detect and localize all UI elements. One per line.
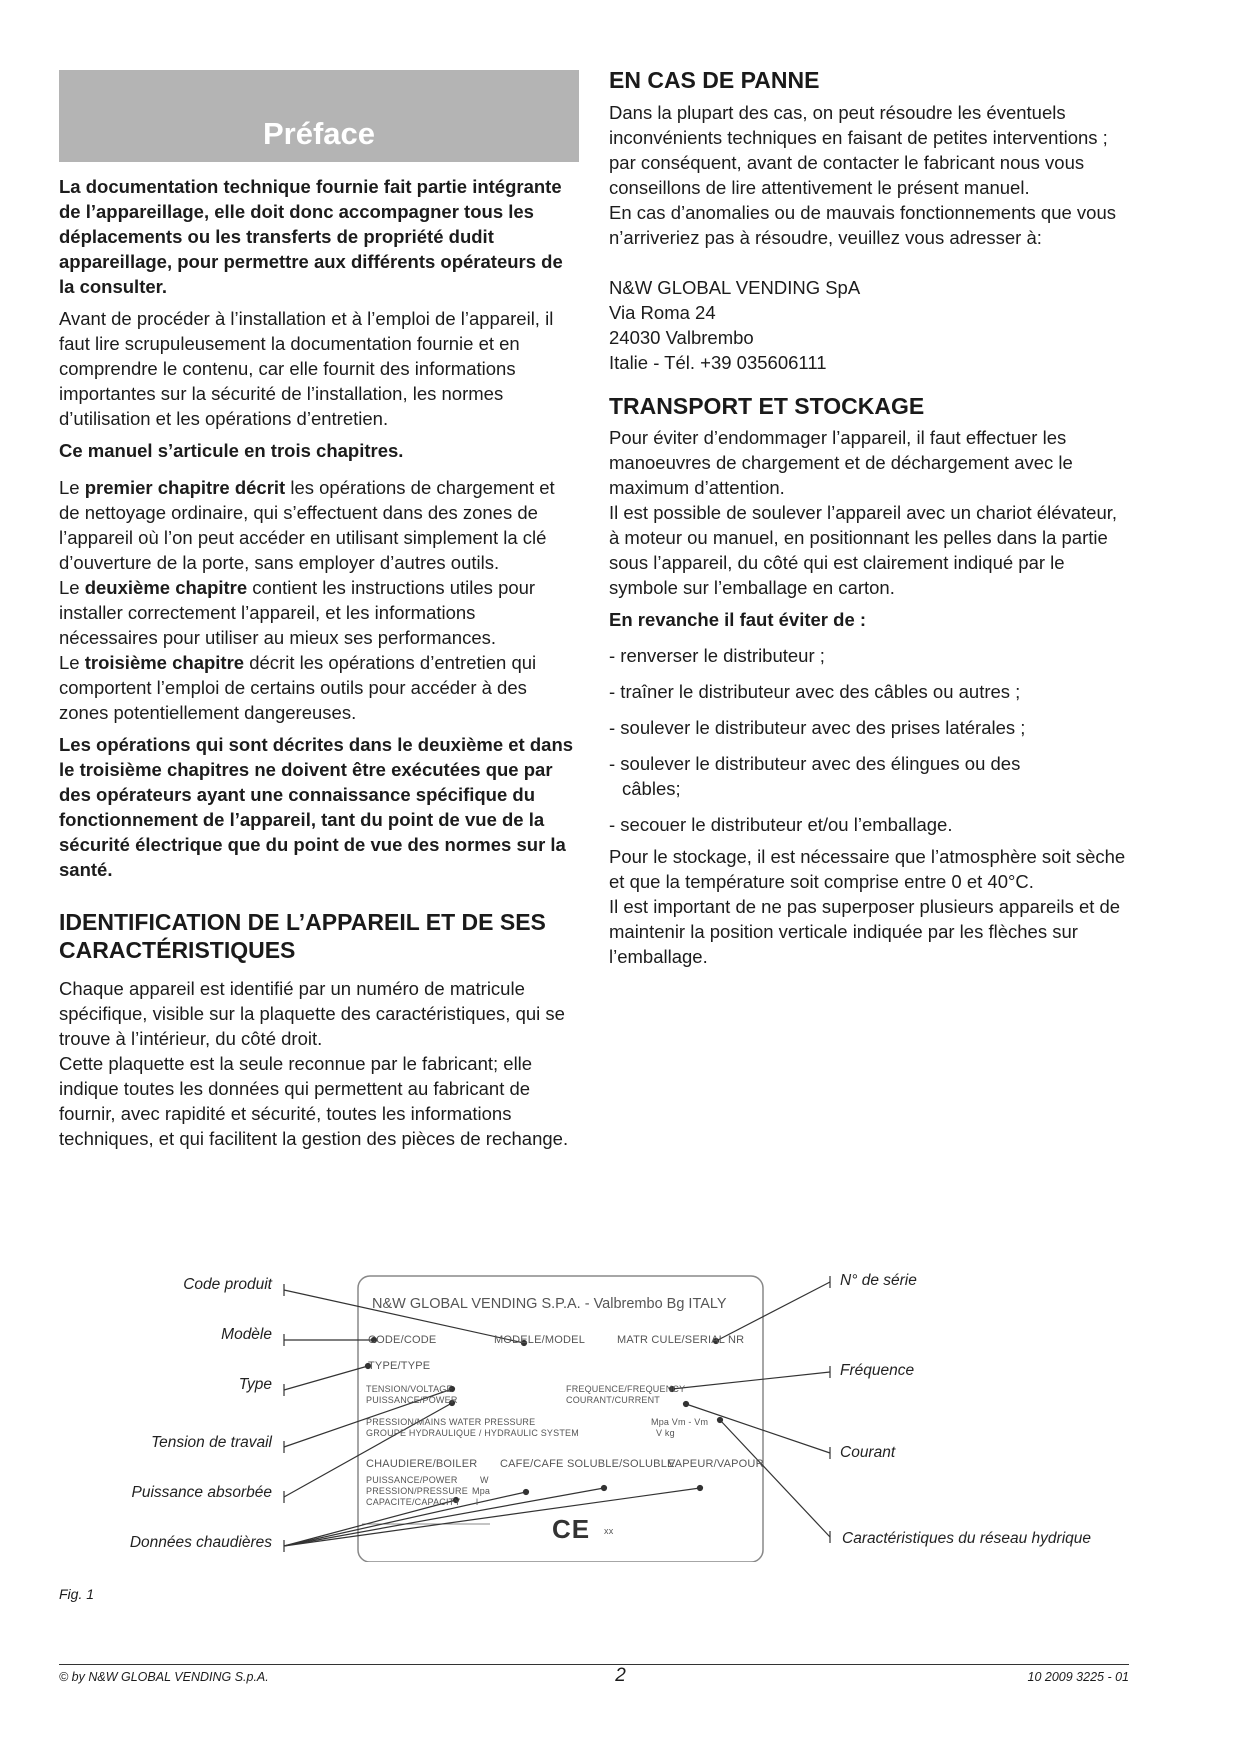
page-number: 2 bbox=[615, 1665, 626, 1686]
leader-dot bbox=[684, 1402, 689, 1407]
plate-boiler-capacity: CAPACITE/CAPACITY bbox=[366, 1497, 461, 1507]
label-type: Type bbox=[238, 1376, 272, 1393]
label-puissance: Puissance absorbée bbox=[131, 1484, 272, 1501]
left-column bbox=[59, 70, 579, 1151]
chapter-two-prefix: Le bbox=[59, 577, 85, 598]
leader-reseau bbox=[720, 1420, 830, 1537]
address-company: N&W GLOBAL VENDING SpA bbox=[609, 277, 861, 298]
chapter-one-paragraph bbox=[59, 475, 579, 575]
chapter-two-title: deuxième chapitre bbox=[84, 577, 248, 598]
plate-model: MODELE/MODEL bbox=[494, 1334, 586, 1346]
chapter-one-text: les opérations de chargement et de nettoyage ordinaire, qui s’effectuent dans des zones de l’appareil où l’on peut accéder en utilisant simplement la clé d’ouverture de la porte, sans employer d’autres outils. bbox=[59, 477, 555, 573]
warning-paragraph: Les opérations qui sont décrites dans le deuxième et dans le troisième chapitres ne doivent être exécutées que par des opérateurs ayant une connaissance spécifique du fonctionnement de l’appareil, tant du point de vue de la sécurité électrique que du point de vue des normes sur la santé. bbox=[59, 734, 574, 880]
plate-unit-w: W bbox=[480, 1475, 489, 1485]
chapter-three-prefix: Le bbox=[59, 652, 85, 673]
chapter-two-text: contient les instructions utiles pour installer correctement l’appareil, et les informations nécessaires pour utiliser au mieux ses performances. bbox=[59, 577, 536, 648]
leader-dot bbox=[524, 1490, 529, 1495]
avoid-list bbox=[609, 643, 1129, 837]
chapter-two-paragraph bbox=[59, 575, 579, 650]
plate-current: COURANT/CURRENT bbox=[566, 1395, 660, 1405]
identification-paragraph-1: Chaque appareil est identifié par un numéro de matricule spécifique, visible sur la plaquette des caractéristiques, qui se trouve à l’intérieur, du côté droit. bbox=[59, 978, 565, 1049]
leader-serie bbox=[716, 1282, 830, 1341]
label-frequence: Fréquence bbox=[840, 1362, 915, 1379]
chapters-intro: Ce manuel s’articule en trois chapitres. bbox=[59, 440, 404, 461]
ce-mark: CE bbox=[552, 1514, 591, 1544]
plate-power: PUISSANCE/POWER bbox=[366, 1395, 458, 1405]
plate-header: N&W GLOBAL VENDING S.P.A. - Valbrembo Bg ITALY bbox=[372, 1296, 727, 1312]
leader-dot bbox=[698, 1486, 703, 1491]
list-item: - secouer le distributeur et/ou l’emballage. bbox=[609, 814, 953, 835]
plate-unit-mpa: Mpa bbox=[472, 1486, 491, 1496]
address-street: Via Roma 24 bbox=[609, 302, 716, 323]
plate-xx: xx bbox=[604, 1526, 614, 1536]
chapter-one-prefix: Le bbox=[59, 477, 85, 498]
transport-paragraph-2: Il est possible de soulever l’appareil avec un chariot élévateur, à moteur ou manuel, en positionnant les pelles dans la partie sous l’appareil, du côté qui est clairement indiqué par le symbole sur l’emballage en carton. bbox=[609, 502, 1118, 598]
page-title: Préface bbox=[262, 116, 376, 151]
storage-paragraph-1: Pour le stockage, il est nécessaire que l’atmosphère soit sèche et que la température soit comprise entre 0 et 40°C. bbox=[609, 846, 1126, 892]
leader-type bbox=[284, 1366, 368, 1390]
footer-copyright: © by N&W GLOBAL VENDING S.p.A. bbox=[59, 1670, 269, 1684]
list-item: - soulever le distributeur avec des prises latérales ; bbox=[609, 717, 1026, 738]
identification-paragraph-2: Cette plaquette est la seule reconnue par le fabricant; elle indique toutes les données qui permettent au fabricant de fournir, avec rapidité et sécurité, toutes les informations techniques, et qui facilitent la gestion des pièces de rechange. bbox=[59, 1053, 569, 1149]
identification-plate-figure bbox=[0, 1262, 1241, 1562]
label-courant: Courant bbox=[840, 1444, 896, 1461]
chapter-three-text: décrit les opérations d’entretien qui comportent l’emploi de certains outils pour accéder à des zones potentiellement dangereuses. bbox=[59, 652, 537, 723]
preface-banner bbox=[59, 70, 579, 162]
label-serie: N° de série bbox=[840, 1272, 917, 1289]
list-item-continuation: câbles; bbox=[622, 778, 681, 799]
address-phone: Italie - Tél. +39 035606111 bbox=[609, 352, 827, 373]
intro-paragraph: La documentation technique fournie fait partie intégrante de l’appareillage, elle doit donc accompagner tous les déplacements ou les transferts de propriété dudit appareillage, pour permettre aux différents opérateurs de la consulter. bbox=[59, 176, 563, 297]
transport-heading: TRANSPORT ET STOCKAGE bbox=[609, 393, 925, 419]
plate-frequency: FREQUENCE/FREQUENCY bbox=[566, 1384, 686, 1394]
chapter-one-title: premier chapitre décrit bbox=[84, 477, 286, 498]
plate-boiler: CHAUDIERE/BOILER bbox=[366, 1458, 478, 1470]
label-donnees-chaudieres: Données chaudières bbox=[129, 1534, 272, 1551]
plate-cafe: CAFE/CAFE bbox=[500, 1458, 564, 1470]
plate-water-pressure: PRESSION/MAINS WATER PRESSURE bbox=[366, 1417, 536, 1427]
label-modele: Modèle bbox=[221, 1326, 272, 1343]
plate-boiler-pressure: PRESSION/PRESSURE bbox=[366, 1486, 468, 1496]
plate-soluble: SOLUBLE/SOLUBLE bbox=[567, 1458, 675, 1470]
transport-paragraph-1: Pour éviter d’endommager l’appareil, il faut effectuer les manoeuvres de chargement et de déchargement avec le maximum d’attention. bbox=[609, 427, 1073, 498]
chapter-three-title: troisième chapitre bbox=[84, 652, 245, 673]
plate-serial: MATR CULE/SERIAL NR bbox=[617, 1334, 745, 1346]
leader-dot bbox=[718, 1418, 723, 1423]
right-column bbox=[609, 66, 1129, 969]
leader-courant bbox=[686, 1404, 830, 1453]
avoid-intro: En revanche il faut éviter de : bbox=[609, 609, 867, 630]
plate-voltage: TENSION/VOLTAGE bbox=[366, 1384, 453, 1394]
list-item: - soulever le distributeur avec des élingues ou des bbox=[609, 753, 1021, 774]
storage-paragraph-2: Il est important de ne pas superposer plusieurs appareils et de maintenir la position verticale indiquée par les flèches sur l’emballage. bbox=[609, 896, 1121, 967]
plate-boiler-power: PUISSANCE/POWER bbox=[366, 1475, 458, 1485]
panne-paragraph-2: En cas d’anomalies ou de mauvais fonctionnements que vous n’arriveriez pas à résoudre, veuillez vous adresser à: bbox=[609, 202, 1116, 248]
label-code-produit: Code produit bbox=[183, 1276, 272, 1293]
plate-unit-l: l bbox=[476, 1497, 479, 1507]
plate-code: CODE/CODE bbox=[368, 1334, 437, 1346]
installation-paragraph: Avant de procéder à l’installation et à l’emploi de l’appareil, il faut lire scrupuleusement la documentation fournie et en comprendre le contenu, car elle fournit des informations importantes sur la sécurité de l’installation, les normes d’utilisation et les opérations d’entretien. bbox=[59, 308, 554, 429]
leader-chaudiere-4 bbox=[284, 1488, 700, 1546]
figure-caption: Fig. 1 bbox=[59, 1586, 95, 1602]
leader-dot bbox=[602, 1486, 607, 1491]
plate-units-2: V kg bbox=[656, 1428, 675, 1438]
plate-type: TYPE/TYPE bbox=[368, 1360, 431, 1372]
panne-heading: EN CAS DE PANNE bbox=[609, 67, 820, 93]
plate-vapeur: VAPEUR/VAPOUR bbox=[668, 1458, 764, 1470]
list-item: - traîner le distributeur avec des câbles ou autres ; bbox=[609, 681, 1021, 702]
plate-pressure-units: Mpa Vm - Vm bbox=[651, 1417, 709, 1427]
label-reseau-hydrique: Caractéristiques du réseau hydrique bbox=[842, 1530, 1091, 1547]
panne-paragraph-1: Dans la plupart des cas, on peut résoudre les éventuels inconvénients techniques en faisant de petites interventions ; par conséquent, avant de contacter le fabricant nous vous conseillons de lire attentivement le présent manuel. bbox=[609, 102, 1108, 198]
plate-hydraulic: GROUPE HYDRAULIQUE / HYDRAULIC SYSTEM bbox=[366, 1428, 579, 1438]
chapter-three-paragraph bbox=[59, 650, 579, 725]
identification-heading: IDENTIFICATION DE L’APPAREIL ET DE SES CARACTÉRISTIQUES bbox=[59, 909, 546, 963]
list-item: - renverser le distributeur ; bbox=[609, 645, 825, 666]
footer-doc-ref: 10 2009 3225 - 01 bbox=[1027, 1670, 1129, 1684]
leader-frequence bbox=[672, 1372, 830, 1389]
label-tension: Tension de travail bbox=[151, 1434, 272, 1451]
address-city: 24030 Valbrembo bbox=[609, 327, 754, 348]
